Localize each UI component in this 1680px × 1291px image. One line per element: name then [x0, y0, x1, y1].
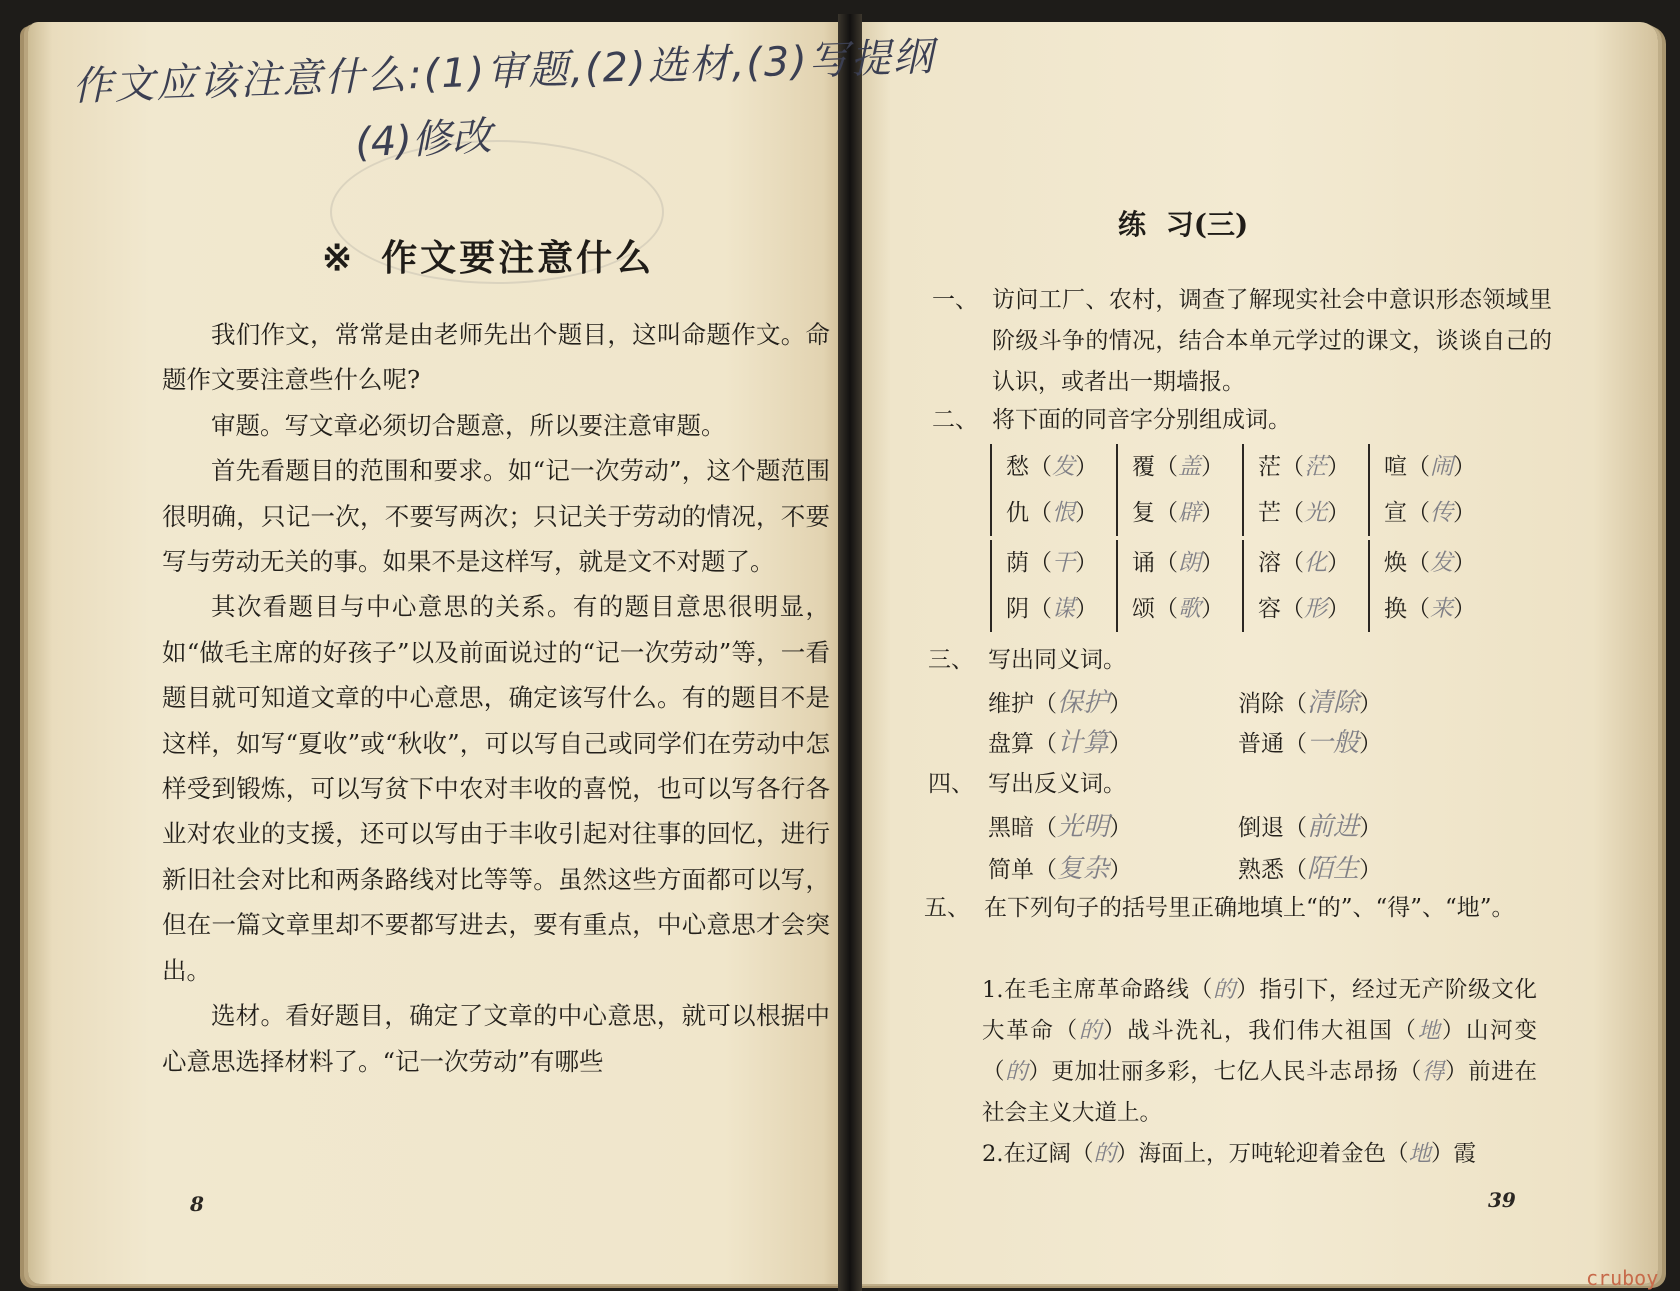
left-page-title [322, 230, 654, 281]
book-gutter [838, 14, 862, 1291]
homophone-cell: 焕（发） 换（来） [1368, 540, 1502, 632]
section-4-text: 写出反义词。 [988, 771, 1126, 797]
homophone-cell: 覆（盖） 复（辟） [1116, 444, 1250, 536]
homophone-cell: 诵（朗） 颂（歌） [1116, 540, 1250, 632]
title-text: 作文要注意什么 [381, 237, 655, 279]
section-number: 一、 [932, 287, 978, 313]
antonym-pair: 熟悉（陌生） [1238, 854, 1383, 884]
fill-in-sentence-1: 1.在毛主席革命路线（的）指引下，经过无产阶级文化大革命（的）战斗洗礼，我们伟大祖国（地）山河变（的）更加壮丽多彩，七亿人民斗志昂扬（得）前进在社会主义大道上。 [982, 977, 1537, 1126]
right-page-title: 练 习(三) [1118, 208, 1249, 241]
handwritten-note-second-line: (4)修改 [354, 113, 493, 167]
paragraph: 其次看题目与中心意思的关系。有的题目意思很明显，如“做毛主席的好孩子”以及前面说过的“记一次劳动”等，一看题目就可知道文章的中心意思，确定该写什么。有的题目不是这样，如写“夏收”或“秋收”，可以写自己或同学们在劳动中怎样受到锻炼，可以写贫下中农对丰收的喜悦，也可以写各行各业对农业的支援，还可以写由于丰收引起对往事的回忆，进行新旧社会对比和两条路线对比等等。虽然这些方面都可以写，但在一篇文章里却不要都写进去，要有重点，中心意思才会突出。 [162, 592, 830, 985]
antonym-pair: 黑暗（光明） [988, 812, 1133, 842]
synonym-pair: 普通（一般） [1238, 728, 1383, 758]
homophone-cell: 荫（干） 阴（谋） [990, 540, 1124, 632]
paragraph: 我们作文，常常是由老师先出个题目，这叫命题作文。命题作文要注意些什么呢? [162, 320, 830, 395]
paragraph: 选材。看好题目，确定了文章的中心意思，就可以根据中心意思选择材料了。“记一次劳动”有哪些 [162, 1001, 830, 1076]
homophone-cell: 溶（化） 容（形） [1242, 540, 1376, 632]
section-number: 二、 [932, 407, 978, 433]
left-page-number: 8 [190, 1192, 204, 1216]
left-page-body [162, 312, 830, 1084]
section-number: 四、 [928, 771, 974, 797]
synonym-pair: 维护（保护） [988, 688, 1133, 718]
paragraph: 审题。写文章必须切合题意，所以要注意审题。 [211, 410, 726, 440]
homophone-cell: 茫（茫） 芒（光） [1242, 444, 1376, 536]
handwritten-note-top: 作文应该注意什么:(1)审题,(2)选材,(3)写提纲 [71, 33, 936, 111]
homophone-cell: 喧（闹） 宣（传） [1368, 444, 1502, 536]
synonym-pair: 盘算（计算） [988, 728, 1133, 758]
watermark: cruboy [1586, 1266, 1659, 1290]
antonym-pair: 简单（复杂） [988, 854, 1133, 884]
reference-mark-icon: ※ [322, 237, 356, 279]
right-page-number: 39 [1488, 1188, 1516, 1212]
section-number: 五、 [924, 895, 970, 921]
section-2-text: 将下面的同音字分别组成词。 [992, 407, 1291, 433]
paragraph: 首先看题目的范围和要求。如“记一次劳动”，这个题范围很明确，只记一次，不要写两次；只记关于劳动的情况，不要写与劳动无关的事。如果不是这样写，就是文不对题了。 [162, 456, 830, 577]
fill-in-sentence-2: 2.在辽阔（的）海面上，万吨轮迎着金色（地）霞 [982, 1141, 1477, 1167]
antonym-pair: 倒退（前进） [1238, 812, 1383, 842]
section-number: 三、 [928, 647, 974, 673]
homophone-cell: 愁（发） 仇（恨） [990, 444, 1124, 536]
synonym-pair: 消除（清除） [1238, 688, 1383, 718]
section-1-text: 访问工厂、农村，调查了解现实社会中意识形态领域里阶级斗争的情况，结合本单元学过的课文，谈谈自己的认识，或者出一期墙报。 [992, 287, 1552, 395]
section-5-text: 在下列句子的括号里正确地填上“的”、“得”、“地”。 [984, 895, 1515, 921]
section-3-text: 写出同义词。 [988, 647, 1126, 673]
